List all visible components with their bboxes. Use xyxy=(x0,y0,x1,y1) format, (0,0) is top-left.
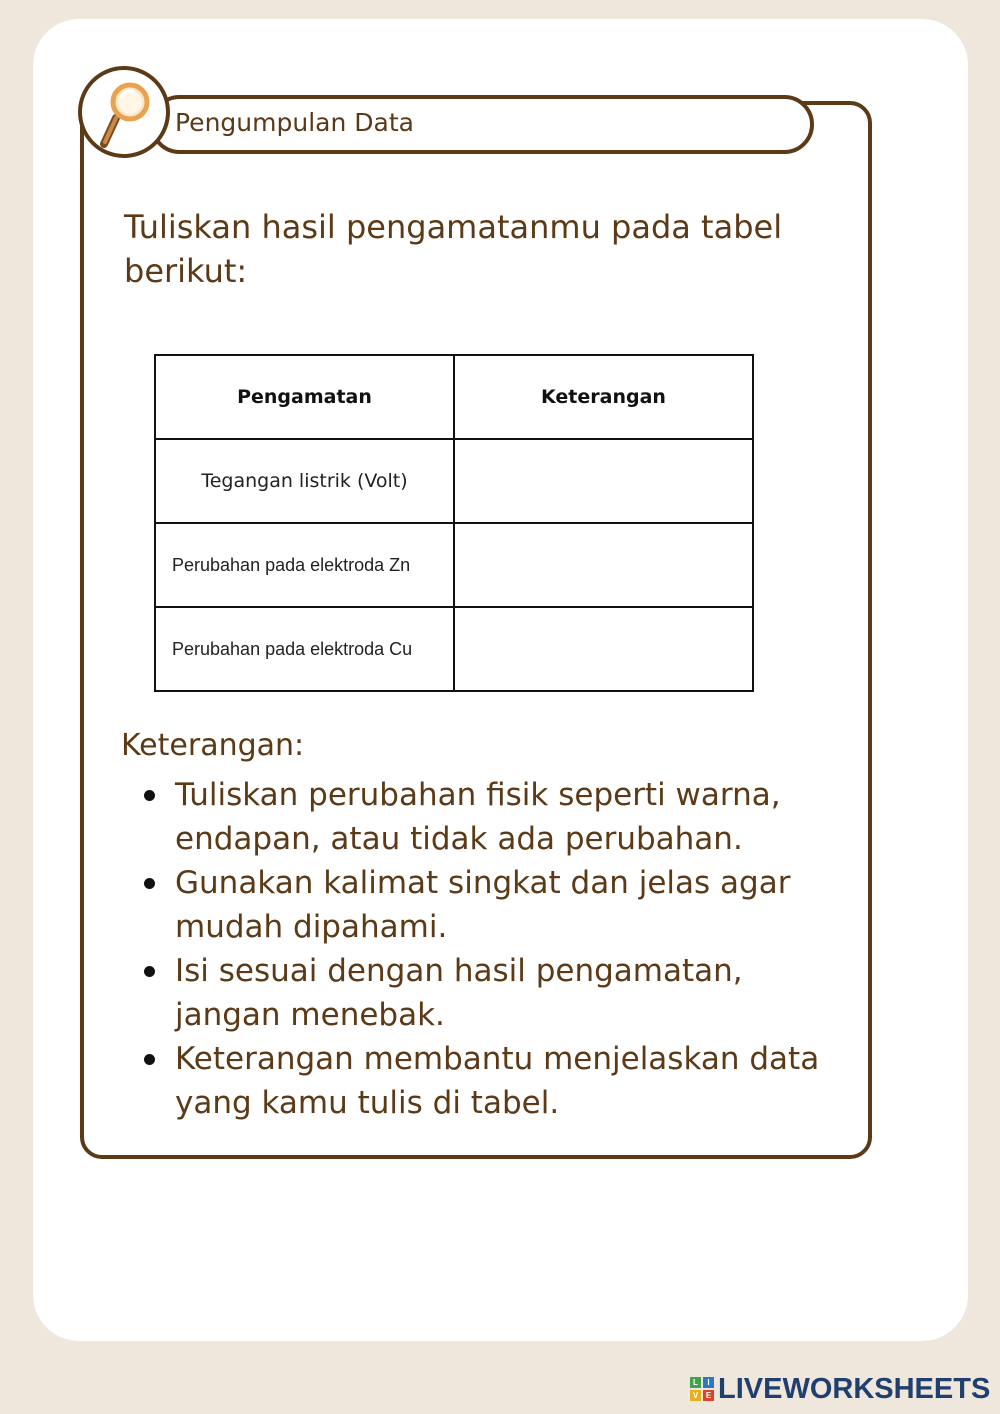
observation-cell: Perubahan pada elektroda Zn xyxy=(155,523,454,607)
list-item-text: Gunakan kalimat singkat dan jelas agar mudah dipahami. xyxy=(175,865,791,945)
table-row xyxy=(155,607,753,691)
observation-cell: Perubahan pada elektroda Cu xyxy=(155,607,454,691)
notes-list xyxy=(175,773,835,1125)
table-row xyxy=(155,523,753,607)
magnifier-badge xyxy=(78,66,170,158)
bullet-icon xyxy=(144,966,155,977)
liveworksheets-logo-icon xyxy=(690,1377,714,1401)
magnifier-icon xyxy=(92,78,158,150)
liveworksheets-brand[interactable] xyxy=(690,1372,990,1406)
instruction-text: Tuliskan hasil pengamatanmu pada tabel berikut: xyxy=(124,208,783,290)
logo-letter: E xyxy=(703,1390,714,1401)
note-cell[interactable] xyxy=(454,607,753,691)
table-row xyxy=(155,439,753,523)
table-header-row xyxy=(155,355,753,439)
column-header-note: Keterangan xyxy=(454,355,753,439)
list-item xyxy=(175,949,835,1037)
bullet-icon xyxy=(144,1054,155,1065)
note-cell[interactable] xyxy=(454,439,753,523)
logo-letter: I xyxy=(703,1377,714,1388)
list-item-text: Tuliskan perubahan fisik seperti warna, endapan, atau tidak ada perubahan. xyxy=(175,777,781,857)
observation-table xyxy=(154,354,754,692)
list-item xyxy=(175,1037,835,1125)
list-item xyxy=(175,861,835,949)
note-cell[interactable] xyxy=(454,523,753,607)
list-item-text: Isi sesuai dengan hasil pengamatan, jangan menebak. xyxy=(175,953,743,1033)
brand-name: LIVEWORKSHEETS xyxy=(718,1372,991,1405)
list-item-text: Keterangan membantu menjelaskan data yang kamu tulis di tabel. xyxy=(175,1041,820,1121)
logo-letter: L xyxy=(690,1377,701,1388)
logo-letter: V xyxy=(690,1390,701,1401)
column-header-observation: Pengamatan xyxy=(155,355,454,439)
list-item xyxy=(175,773,835,861)
bullet-icon xyxy=(144,790,155,801)
observation-cell: Tegangan listrik (Volt) xyxy=(155,439,454,523)
section-title: Pengumpulan Data xyxy=(175,108,414,137)
bullet-icon xyxy=(144,878,155,889)
notes-title: Keterangan: xyxy=(121,728,305,763)
